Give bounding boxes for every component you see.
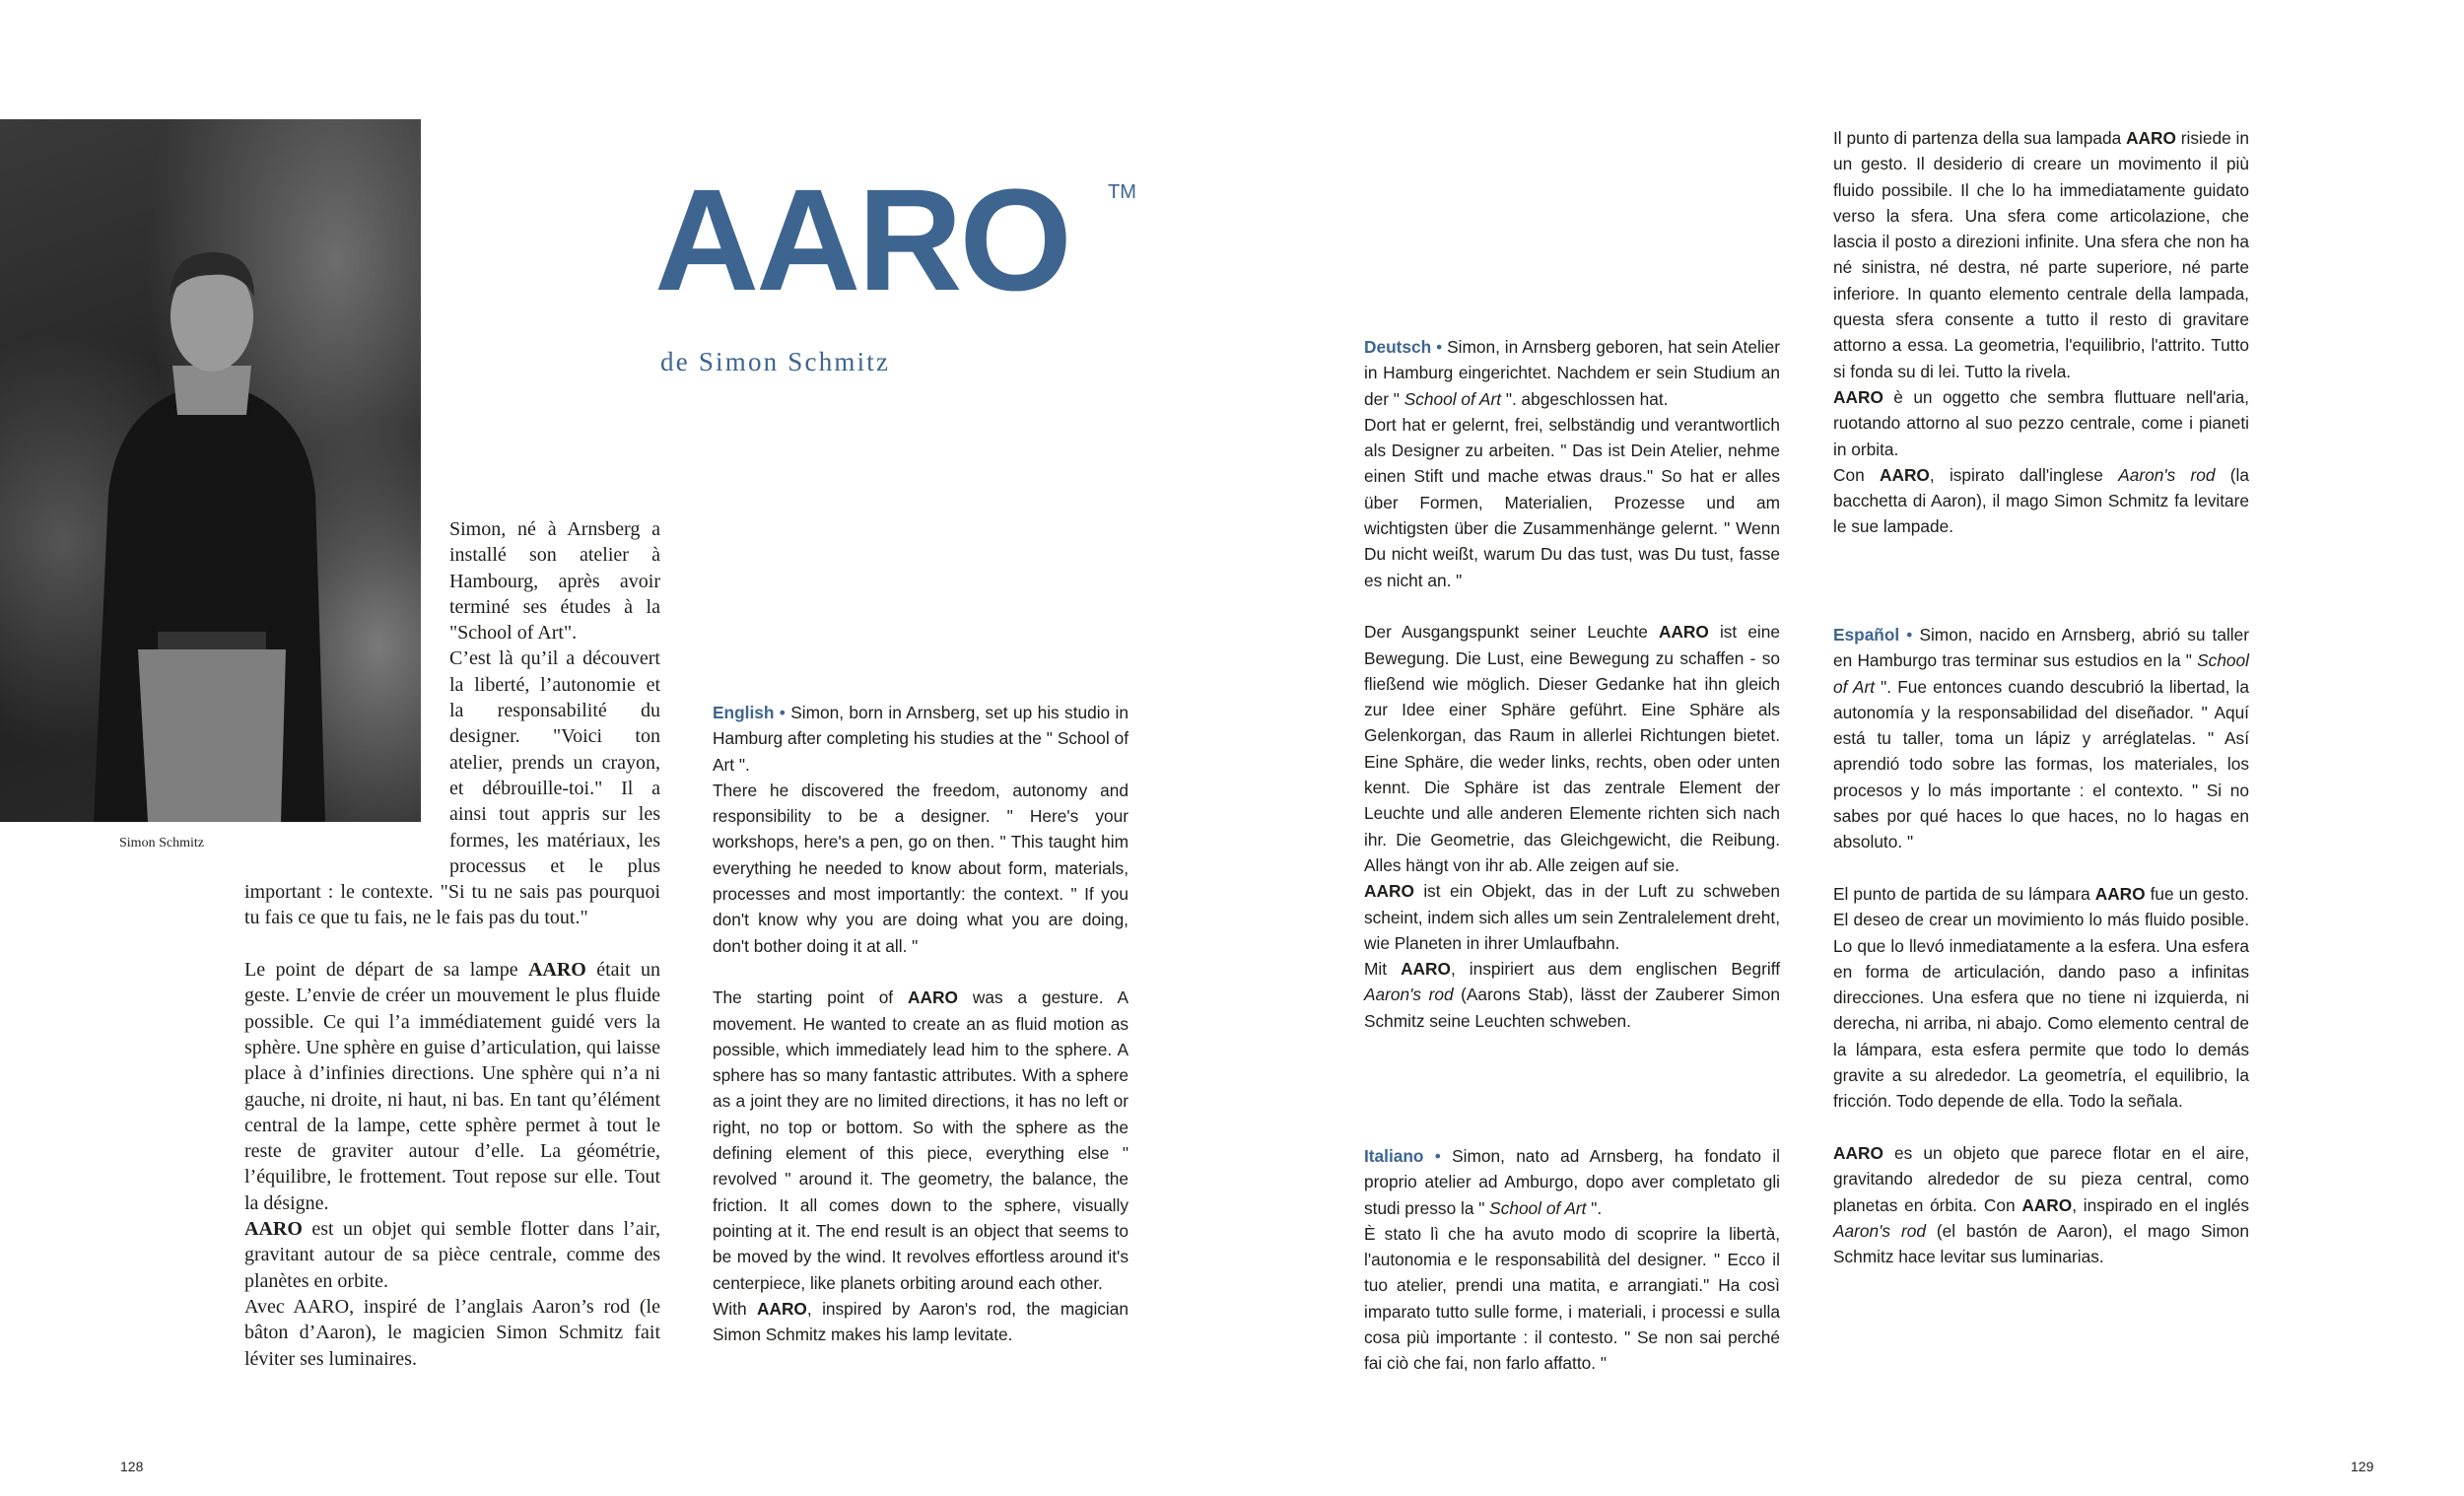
text: Dort hat er gelernt, frei, selbständig und verantwortlich als Designer zu arbeiten. " Das ist Dein Atelier, nehme einen Stift und mache etwas draus." So hat er alles über Formen, Materialien, Prozesse und am wichtigsten über die Zusammenhänge gelernt. " Wenn Du nicht weißt, warum Du das tust, was Du tust, fasse es nicht an. " [1364, 414, 1780, 590]
paragraph [1833, 1140, 2249, 1269]
text: (el bastón de Aaron), el mago Simon Schmitz hace levitar sus luminarias. [1833, 1220, 2249, 1267]
text: Simon, né à Arnsberg a installé son atelier à Hambourg, après avoir terminé ses études à la "School of Art". [449, 518, 660, 645]
language-label: Español [1833, 625, 1900, 645]
bullet-icon: • [774, 703, 786, 722]
bold-text: AARO [2094, 883, 2146, 904]
italic-text: School of Art [1833, 650, 2249, 697]
bold-text: AARO [244, 1218, 303, 1241]
paragraph [1833, 622, 2249, 855]
italic-text: Aaron's rod [2118, 464, 2216, 485]
text: ist eine Bewegung. Die Lust, eine Bewegung zu schaffen - so fließend wie möglich. Dieser Gedanke hat ihn gleich zur Idee einer Sphäre geführt. Eine Sphäre als Gelenkorgan, das Raum in allerlei Richtungen bietet. Eine Sphäre, die weder links, rechts, oben oder unten kennt. Die Sphäre ist das zentrale Element der Leuchte und alle anderen Elemente richten sich nach ihr. Die Geometrie, das Gleichgewicht, die Reibung. Alles hängt von ihr ab. Alle zeigen auf sie. [1364, 622, 1780, 875]
paragraph [1833, 125, 2249, 384]
text: The starting point of [713, 987, 909, 1008]
bold-text: AARO [1833, 386, 1883, 407]
text: , inspiriert aus dem englischen Begriff [1450, 959, 1780, 980]
paragraph [1364, 1143, 1780, 1221]
bold-text: AARO [2021, 1194, 2073, 1215]
paragraph [713, 778, 1129, 959]
text: ist ein Objekt, das in der Luft zu schweben scheint, indem sich alles um sein Zentralelement dreht, wie Planeten in ihrer Umlaufbahn. [1364, 881, 1780, 953]
text: était un geste. L’envie de créer un mouvement le plus fluide possible. Ce qui l’a immédiatement guidé vers la sphère. Une sphère en guise d’articulation, qui laisse place à d’infinies directions. Une sphère qui n’a ni gauche, ni droite, ni haut, ni bas. En tant qu’élément central de la lampe, cette sphère permet à tout le reste de graviter autour d’elle. La géométrie, l’équilibre, le frottement. Tout repose sur elle. Tout la désigne. [244, 959, 660, 1214]
language-label: Deutsch [1364, 337, 1432, 357]
text-section [1364, 619, 1780, 1034]
text: es un objeto que parece flotar en el aire, gravitando alrededor de su pieza central, como planetas en órbita. Con [1833, 1142, 2249, 1215]
text-section [1833, 1140, 2249, 1269]
paragraph [1364, 412, 1780, 593]
text: est un objet qui semble flotter dans l’air, gravitant autour de sa pièce centrale, comme des planètes en orbite. [244, 1218, 660, 1292]
italic-text: Aaron's rod [1364, 985, 1454, 1005]
text: Il punto di partenza della sua lampada [1833, 128, 2127, 148]
text-section [1833, 622, 2249, 855]
paragraph [713, 700, 1129, 778]
paragraph [1833, 462, 2249, 540]
text: Con [1833, 464, 1880, 485]
paragraph [1364, 878, 1780, 956]
text-section [1833, 881, 2249, 1115]
bullet-icon: • [1899, 625, 1913, 645]
bold-text: AARO [1364, 881, 1414, 902]
text: Mit [1364, 959, 1402, 980]
text: fue un gesto. El deseo de crear un movimiento lo más fluido posible. Lo que lo llevó inmediatamente a la esfera. Una esfera en forma de articulación, dando paso a infinitas direcciones. Una esfera que no tiene ni izquierda, ni derecha, ni arriba, ni abajo. Como elemento central de la lámpara, esta esfera permite que todo lo demás gravite a su alrededor. La geometría, el equilibrio, la fricción. Todo depende de ella. Todo la señala. [1833, 883, 2249, 1112]
bold-text: AARO [1401, 959, 1451, 980]
text: , inspirado en el inglés [2072, 1194, 2249, 1215]
photo-wrap-spacer [244, 516, 449, 879]
text: È stato lì che ha avuto modo di scoprire la libertà, l'autonomia e le responsabilità del designer. " Ecco il tuo atelier, prendi una matita, e arrangiati." Ha così imparato tutto sulle forme, i materiali, i processi e sulla cosa più importante : il contesto. " Se non sai perché fai ciò che fai, non farlo affatto. " [1364, 1223, 1780, 1374]
text: è un oggetto che sembra fluttuare nell'aria, ruotando attorno al suo pezzo centrale, come i pianeti in orbita. [1833, 386, 2249, 459]
paragraph [1364, 334, 1780, 412]
italic-text: School of Art [1489, 1197, 1587, 1218]
text: risiede in un gesto. Il desiderio di creare un movimento il più fluido possibile. Il che lo ha immediatamente guidato verso la sfera. Una sfera come articolazione, che lascia il posto a direzioni infinite. Una sfera che non ha né sinistra, né destra, né parte superiore, né parte inferiore. In quanto elemento centrale della lampada, questa sfera consente a tutto il resto di gravitare attorno a essa. La geometria, l'equilibrio, l'attrito. Tutto si fonda su di lei. Tutto la rivela. [1833, 128, 2249, 381]
paragraph [1364, 619, 1780, 878]
text-section [244, 957, 660, 1372]
text-section [1833, 125, 2249, 540]
page-number-right: 129 [2351, 1459, 2374, 1474]
bold-text: AARO [1658, 622, 1709, 643]
paragraph [1833, 384, 2249, 462]
text-section [713, 985, 1129, 1347]
bold-text: AARO [908, 987, 958, 1008]
trademark-symbol: TM [1108, 181, 1136, 203]
italic-text: School of Art [1403, 388, 1502, 409]
text: (la bacchetta di Aaron), il mago Simon Schmitz fa levitare le sue lampade. [1833, 464, 2249, 537]
text-section [713, 700, 1129, 959]
italic-text: Aaron's rod [1833, 1220, 1926, 1241]
text-section [1364, 1143, 1780, 1377]
spanish-text [1833, 622, 2249, 1269]
paragraph [713, 1296, 1129, 1348]
bold-text: AARO [1879, 464, 1930, 485]
text: ". Fue entonces cuando descubrió la libertad, la autonomía y la responsabilidad del diseñador. " Aquí está tu taller, toma un lápiz y arréglatelas. " Así aprendió todo sobre las formas, los materiales, los procesos y lo más importante : el contexto. " Si no sabes por qué haces lo que haces, no lo hagas en absoluto. " [1833, 676, 2249, 852]
english-text [713, 700, 1129, 1347]
bullet-icon: • [1423, 1146, 1441, 1166]
french-text [244, 516, 660, 1372]
text: Simon, born in Arnsberg, set up his studio in Hamburg after completing his studies at the " School of Art ". [713, 703, 1129, 775]
text: , inspired by Aaron's rod, the magician Simon Schmitz makes his lamp levitate. [713, 1298, 1129, 1345]
text: (Aarons Stab), lässt der Zauberer Simon Schmitz seine Leuchten schweben. [1364, 985, 1780, 1031]
paragraph [1364, 1221, 1780, 1377]
page-number-left: 128 [120, 1459, 144, 1474]
text-section [1364, 334, 1780, 593]
italian-text-intro [1364, 1143, 1780, 1377]
paragraph [1833, 881, 2249, 1115]
text: Simon, nato ad Arnsberg, ha fondato il proprio atelier ad Amburgo, dopo aver completato gli studi presso la " [1364, 1146, 1780, 1218]
product-title: AARO [654, 160, 1069, 321]
german-text [1364, 334, 1780, 1034]
text: ". [1586, 1197, 1603, 1218]
paragraph [244, 1294, 660, 1372]
author-subtitle: de Simon Schmitz [660, 347, 891, 376]
paragraph [713, 985, 1129, 1296]
photo-caption: Simon Schmitz [119, 836, 204, 850]
paragraph [244, 1216, 660, 1294]
text: , ispirato dall'inglese [1929, 464, 2119, 485]
bullet-icon: • [1431, 337, 1443, 357]
text: Simon, in Arnsberg geboren, hat sein Atelier in Hamburg eingerichtet. Nachdem er sein Studium an der " [1364, 337, 1780, 409]
bold-text: AARO [2126, 128, 2176, 148]
paragraph [1364, 956, 1780, 1034]
text: Simon, nacido en Arnsberg, abrió su taller en Hamburgo tras terminar sus estudios en la " [1833, 625, 2249, 671]
text: C’est là qu’il a découvert la liberté, l’autonomie et la responsabilité du designer. "Voici ton atelier, prends un crayon, et débrouille-toi." Il a ainsi tout appris sur les formes, les matériaux, les processus et le plus important : le contexte. "Si tu ne sais pas pourquoi tu fais ce que tu fais, ne le fais pas du tout." [244, 647, 660, 929]
text: El punto de partida de su lámpara [1833, 883, 2095, 904]
bold-text: AARO [756, 1298, 807, 1319]
paragraph [244, 957, 660, 1216]
text: Der Ausgangspunkt seiner Leuchte [1364, 622, 1659, 643]
text: With [713, 1298, 757, 1319]
text: Avec AARO, inspiré de l’anglais Aaron’s rod (le bâton d’Aaron), le magicien Simon Schmitz fait léviter ses luminaires. [244, 1295, 660, 1370]
italian-text-continued [1833, 125, 2249, 540]
text: There he discovered the freedom, autonomy and responsibility to be a designer. " Here's your workshops, here's a pen, go on then. " This taught him everything he needed to know about form, materials, processes and most importantly: the context. " If you don't know why you are doing what you are doing, don't bother doing it at all. " [713, 780, 1129, 956]
language-label: English [713, 703, 775, 722]
bold-text: AARO [527, 959, 586, 982]
text: ". abgeschlossen hat. [1501, 388, 1669, 409]
text: Le point de départ de sa lampe [244, 959, 528, 982]
text: was a gesture. A movement. He wanted to create an as fluid motion as possible, which immediately lead him to the sphere. A sphere has so many fantastic attributes. With a sphere as a joint they are no limited directions, it has no left or right, no top or bottom. So with the sphere as the defining element of this piece, everything else " revolved " around it. The geometry, the balance, the friction. It all comes down to the sphere, visually pointing at it. The end result is an object that seems to be moved by the wind. It revolves effortless around it's centerpiece, like planets orbiting around each other. [713, 987, 1129, 1293]
language-label: Italiano [1364, 1146, 1424, 1166]
bold-text: AARO [1833, 1142, 1883, 1163]
